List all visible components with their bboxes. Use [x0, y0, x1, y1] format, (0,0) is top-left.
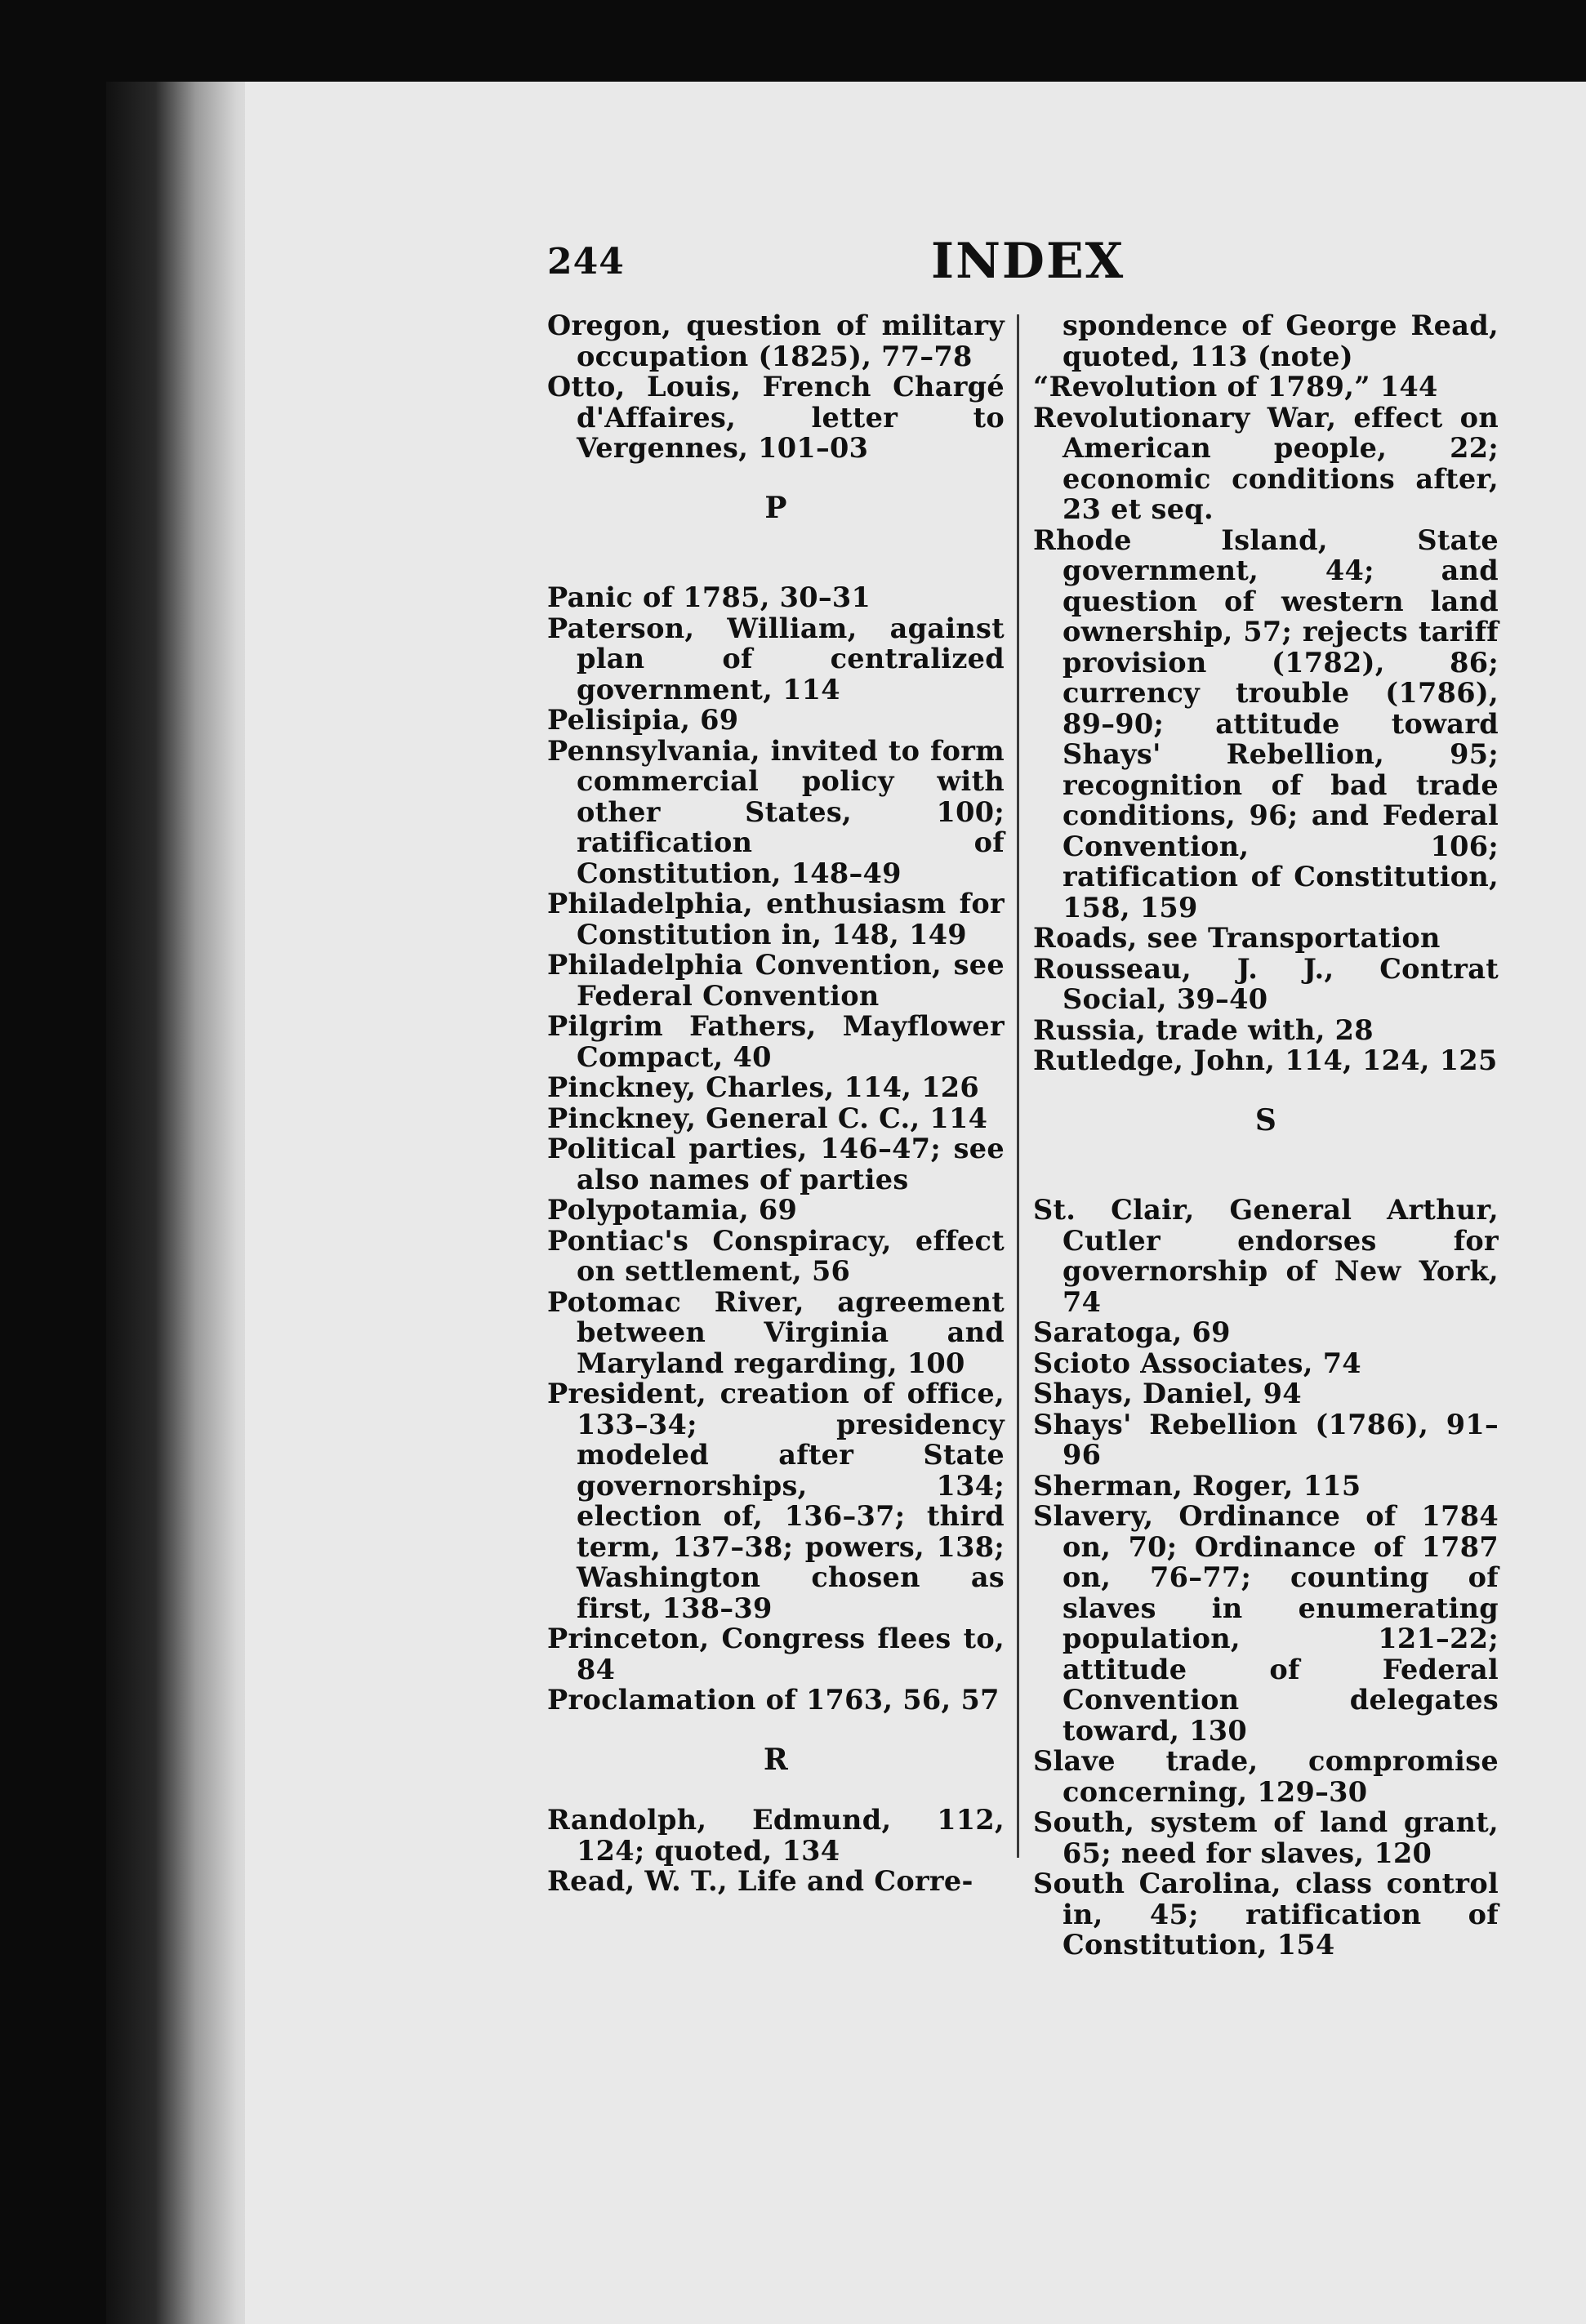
index-entry: South, system of land grant, 65; need for slaves, 120	[1033, 1806, 1499, 1869]
index-entry: “Revolution of 1789,” 144	[1033, 371, 1438, 403]
index-entry: Political parties, 146–47; see also names of parties	[547, 1133, 1005, 1195]
index-entry: Oregon, question of military occupation (1825), 77–78	[547, 309, 1005, 372]
index-entry: Russia, trade with, 28	[1033, 1013, 1374, 1046]
index-entry: Otto, Louis, French Chargé d'Affaires, letter to Vergennes, 101–03	[547, 371, 1005, 464]
index-entry: Rousseau, J. J., Contrat Social, 39–40	[1033, 952, 1499, 1015]
index-entry: Princeton, Congress flees to, 84	[547, 1623, 1005, 1685]
index-entry: Philadelphia, enthusiasm for Constitution in, 148, 149	[547, 888, 1005, 951]
index-entry: Pinckney, General C. C., 114	[547, 1102, 988, 1134]
index-column-left	[547, 310, 1005, 1897]
index-entry: Pontiac's Conspiracy, effect on settlement, 56	[547, 1224, 1005, 1287]
index-entry: Potomac River, agreement between Virginia and Maryland regarding, 100	[547, 1285, 1005, 1379]
index-entry: Randolph, Edmund, 112, 124; quoted, 134	[547, 1804, 1005, 1867]
index-entry: Shays, Daniel, 94	[1033, 1378, 1302, 1409]
index-entry: President, creation of office, 133–34; presidency modeled after State governorships, 134; election of, 136–37; third term, 137–38; powers, 138; Washington chosen as first, 138–39	[547, 1378, 1005, 1624]
index-entry: Shays' Rebellion (1786), 91–96	[1033, 1408, 1499, 1471]
running-head: INDEX	[931, 233, 1125, 290]
index-entry: South Carolina, class control in, 45; ratification of Constitution, 154	[1033, 1868, 1499, 1961]
index-entry: Read, W. T., Life and Corre-	[547, 1865, 973, 1897]
index-entry: Panic of 1785, 30–31	[547, 581, 871, 613]
index-entry: Slave trade, compromise concerning, 129–30	[1033, 1745, 1499, 1808]
index-entry: Slavery, Ordinance of 1784 on, 70; Ordinance of 1787 on, 76–77; counting of slaves in enumerating population, 121–22; attitude of Federal Convention delegates toward, 130	[1033, 1500, 1499, 1747]
section-gap	[547, 553, 1005, 582]
page-header	[547, 233, 1486, 298]
section-letter-s: S	[1254, 1102, 1277, 1138]
index-entry-continuation: spondence of George Read, quoted, 113 (note)	[1063, 309, 1499, 372]
index-entry: Rhode Island, State government, 44; and question of western land ownership, 57; rejects tariff provision (1782), 86; currency trouble (1786), 89–90; attitude toward Shays' Rebellion, 95; recognition of bad trade conditions, 96; and Federal Convention, 106; ratification of Constitution, 158, 159	[1033, 523, 1499, 924]
index-entry: Pinckney, Charles, 114, 126	[547, 1071, 980, 1103]
index-entry: Saratoga, 69	[1033, 1316, 1231, 1348]
index-entry: Sherman, Roger, 115	[1033, 1469, 1361, 1502]
index-entry: Scioto Associates, 74	[1033, 1347, 1361, 1379]
page-number: 244	[547, 241, 625, 283]
index-entry: Proclamation of 1763, 56, 57	[547, 1684, 1000, 1716]
section-letter-r: R	[763, 1742, 789, 1777]
section-gap	[1033, 1165, 1499, 1195]
index-entry: Pennsylvania, invited to form commercial policy with other States, 100; ratification of Constitution, 148–49	[547, 734, 1005, 889]
index-entry: Rutledge, John, 114, 124, 125	[1033, 1044, 1498, 1076]
index-entry: Pelisipia, 69	[547, 704, 739, 736]
index-entry: Roads, see Transportation	[1033, 922, 1441, 954]
index-entry: Pilgrim Fathers, Mayflower Compact, 40	[547, 1010, 1005, 1073]
index-column-right	[1033, 310, 1499, 1961]
index-entry: Philadelphia Convention, see Federal Convention	[547, 949, 1005, 1012]
index-entry: Paterson, William, against plan of centralized government, 114	[547, 612, 1005, 706]
index-entry: Polypotamia, 69	[547, 1194, 798, 1226]
index-entry: Revolutionary War, effect on American people, 22; economic conditions after, 23 et seq.	[1033, 401, 1499, 525]
column-divider	[1017, 314, 1019, 1858]
index-entry: St. Clair, General Arthur, Cutler endorses for governorship of New York, 74	[1033, 1194, 1499, 1318]
section-letter-p: P	[764, 490, 787, 525]
